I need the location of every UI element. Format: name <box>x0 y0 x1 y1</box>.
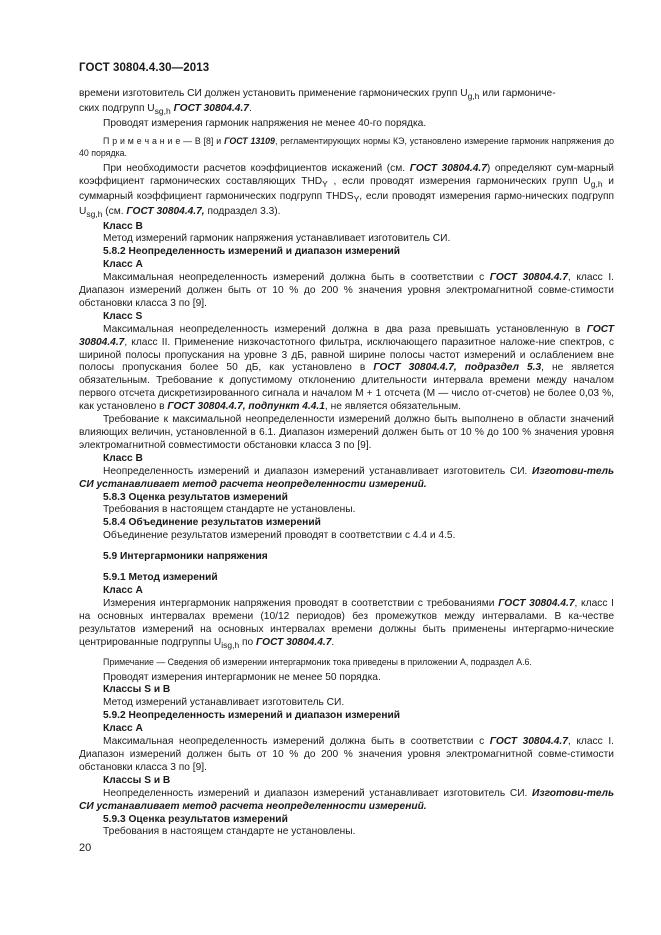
text: ) определяют сум-марный коэффициент гармонических составляющих THD <box>79 162 614 187</box>
class-heading: Класс A <box>103 584 143 596</box>
paragraph: Требование к максимальной неопределенности измерений должно быть выполнено в области значений влияющих величин, установленной в 6.1. Диапазон измерений должен быть от 10 % до 100 % значения уровня электромагнитной совместимости обстановки класса 3 по [9]. <box>79 414 614 451</box>
paragraph: Проводят измерения гармоник напряжения не менее 40-го порядка. <box>103 117 427 129</box>
paragraph: Проводят измерения интергармоник не менее 50 порядка. <box>103 671 381 683</box>
paragraph: Метод измерений устанавливает изготовитель СИ. <box>103 697 345 709</box>
paragraph <box>79 736 614 775</box>
text: , класс II. Применение низкочастотного фильтра, исключающего паразитное наложе-ние спектров, с шириной полосы пропускания на уровне 3 дБ, равной ширине полосы частот измерений и ослаблением вне полосы пропускания более 50 дБ, как установлено в <box>79 336 614 374</box>
page-header: ГОСТ 30804.4.30—2013 <box>79 62 210 74</box>
reference-link: ГОСТ 30804.4.7 <box>489 272 568 284</box>
text: . <box>248 102 252 114</box>
text: подраздел 3.3). <box>204 205 281 217</box>
subscript: sg,h <box>154 105 171 116</box>
paragraph-distortion <box>79 163 614 221</box>
text: , если проводят измерения гармо-нических подгрупп U <box>79 190 614 217</box>
page-number: 20 <box>79 842 92 854</box>
text: или гармониче- <box>479 88 556 99</box>
text: Максимальная неопределенность измерений должна быть в соответствии с <box>103 736 490 748</box>
paragraph: Объединение результатов измерений проводят в соответствии с 4.4 и 4.5. <box>103 530 456 542</box>
subscript: isg,h <box>221 639 240 650</box>
text: и суммарный коэффициент гармонических подгрупп THDS <box>79 175 614 202</box>
emphasis-text: Изготови-тель СИ устанавливает метод расчета неопределенности измерений. <box>79 465 614 490</box>
text: , не является обязательным. <box>324 401 461 413</box>
text: по <box>239 636 257 648</box>
text: ских подгрупп U <box>79 102 155 114</box>
reference-link: ГОСТ 30804.4.7, <box>126 205 205 217</box>
text: времени изготовитель СИ должен установить применение гармонических групп U <box>79 88 468 99</box>
subscript: Y <box>353 193 360 204</box>
section-heading-5-9-2: 5.9.2 Неопределенность измерений и диапазон измерений <box>103 710 401 722</box>
note-paragraph: Примечание — Сведения об измерении интергармоник тока приведены в приложении А, подраздел А.6. <box>103 656 532 667</box>
section-heading-5-9-1: 5.9.1 Метод измерений <box>103 572 218 584</box>
note-paragraph <box>79 135 614 159</box>
section-heading-5-8-2: 5.8.2 Неопределенность измерений и диапазон измерений <box>103 246 401 258</box>
note-label: П р и м е ч а н и е — В [8] и <box>103 135 225 146</box>
text: , класс I. Диапазон измерений должен быть от 10 % до 200 % значения уровня электромагнитной совме-стимости обстановки класса 3 по [9]. <box>79 736 614 773</box>
text: Неопределенность измерений и диапазон измерений устанавливает изготовитель СИ. <box>103 465 533 477</box>
section-heading-5-9: 5.9 Интергармоники напряжения <box>103 551 268 563</box>
section-heading-5-8-3: 5.8.3 Оценка результатов измерений <box>103 491 288 503</box>
text: , класс I. Диапазон измерений должен быть от 10 % до 200 % значения уровня электромагнитной совме-стимости обстановки класса 3 по [9]. <box>79 272 614 309</box>
paragraph-harmonic-groups <box>79 88 614 118</box>
text: Максимальная неопределенность измерений должна в два раза превышать установленную в <box>103 323 587 335</box>
class-heading: Классы S и B <box>103 684 171 696</box>
paragraph <box>79 788 614 814</box>
paragraph: Требования в настоящем стандарте не установлены. <box>103 826 356 838</box>
reference-link: ГОСТ 30804.4.7, подраздел 5.3 <box>373 362 542 374</box>
subscript: sg,h <box>86 208 103 219</box>
text: Максимальная неопределенность измерений должна быть в соответствии с <box>103 272 490 284</box>
paragraph <box>79 272 614 311</box>
class-heading: Класс A <box>103 723 143 735</box>
text: Измерения интергармоник напряжения проводят в соответствии с требованиями <box>103 597 499 609</box>
class-heading: Класс B <box>103 452 143 464</box>
paragraph <box>79 598 614 652</box>
reference-link: ГОСТ 30804.4.7 <box>170 102 249 114</box>
text: Неопределенность измерений и диапазон измерений устанавливает изготовитель СИ. <box>103 787 533 799</box>
class-heading: Класс S <box>103 310 143 322</box>
class-heading: Класс A <box>103 259 143 271</box>
paragraph <box>79 466 614 492</box>
text: , регламентирующих нормы КЭ, установлено измерение гармоник напряжения до 40 порядка. <box>79 135 614 158</box>
text: , не является обязательным. Требование к допустимому отклонению длительности интервала времени между началом первого отсчета дискретизированного сигнала и началом M + 1 отсчета (M — число от-счетов) не более 0,03 %, как установлено в <box>79 362 614 413</box>
class-heading: Классы S и B <box>103 774 171 786</box>
reference-link: ГОСТ 13109 <box>224 135 275 146</box>
text: (см. <box>102 205 127 217</box>
class-heading: Класс B <box>103 220 143 232</box>
reference-link: ГОСТ 30804.4.7, подпункт 4.4.1 <box>167 401 325 413</box>
text: При необходимости расчетов коэффициентов искажений (см. <box>103 162 410 174</box>
paragraph <box>79 324 614 414</box>
emphasis-text: Изготови-тель СИ устанавливает метод расчета неопределенности измерений. <box>79 787 614 812</box>
reference-link: ГОСТ 30804.4.7 <box>409 162 487 174</box>
text: . <box>331 636 335 648</box>
reference-link: ГОСТ 30804.4.7 <box>489 736 568 748</box>
reference-link: ГОСТ 30804.4.7 <box>256 636 332 648</box>
text: , класс I на основных интервалах времени (10/12 периодов) без промежутков между интервалами. В ка-честве результатов измерений на основных интервалах времени должны быть применены интергармо-нические центрированные подгруппы U <box>79 597 614 648</box>
section-heading-5-9-3: 5.9.3 Оценка результатов измерений <box>103 813 288 825</box>
document-body <box>79 88 614 839</box>
subscript: g,h <box>467 91 480 102</box>
subscript: g,h <box>590 178 603 189</box>
reference-link: ГОСТ 30804.4.7 <box>498 597 575 609</box>
subscript: Y <box>322 178 328 189</box>
paragraph: Требования в настоящем стандарте не установлены. <box>103 504 356 516</box>
reference-link: ГОСТ 30804.4.7 <box>79 323 614 348</box>
section-heading-5-8-4: 5.8.4 Объединение результатов измерений <box>103 517 321 529</box>
text: , если проводят измерения гармонических групп U <box>327 175 591 187</box>
paragraph: Метод измерений гармоник напряжения устанавливает изготовитель СИ. <box>103 233 451 245</box>
